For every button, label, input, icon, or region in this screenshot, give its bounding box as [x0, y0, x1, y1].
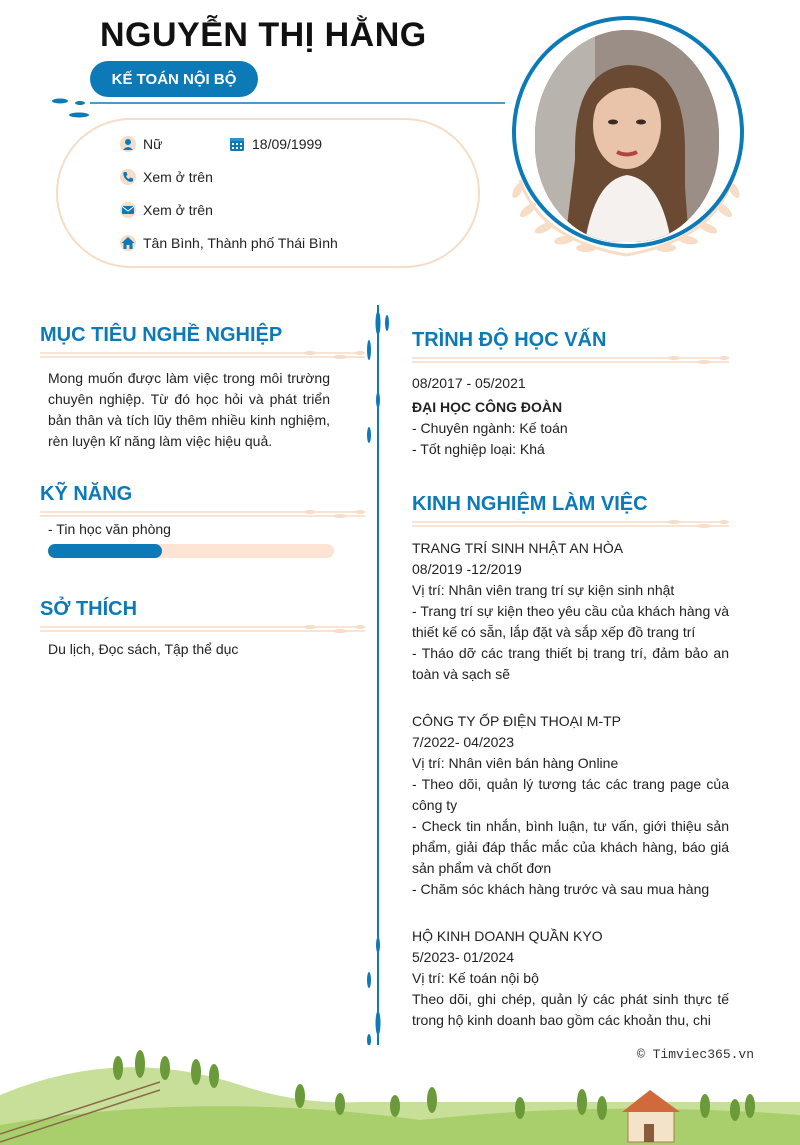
footer-credit: © Timviec365.vn: [637, 1047, 755, 1062]
birthday-value: 18/09/1999: [252, 136, 323, 152]
experience-heading: KINH NGHIỆM LÀM VIỆC: [412, 493, 648, 515]
job-company: TRANG TRÍ SINH NHẬT AN HÒA: [412, 540, 624, 556]
education-line: - Chuyên ngành: Kế toán: [412, 420, 568, 436]
skills-heading: KỸ NĂNG: [40, 483, 133, 505]
job-line: - Check tin nhắn, bình luận, tư vấn, giới thiệu sản phẩm, giải đáp thắc mắc của khách hàng, báo giá sản phẩm và chốt đơn: [412, 818, 729, 876]
job-line: - Theo dõi, quản lý tương tác các trang page của công ty: [412, 776, 729, 813]
hobbies-underline: [40, 624, 365, 636]
email-value: Xem ở trên: [143, 202, 213, 218]
education-line: - Tốt nghiệp loại: Khá: [412, 441, 545, 457]
hobbies-heading: SỞ THÍCH: [40, 598, 138, 620]
job-company: CÔNG TY ỐP ĐIỆN THOẠI M-TP: [412, 713, 621, 729]
education-school: ĐẠI HỌC CÔNG ĐOÀN: [412, 399, 563, 415]
job-line: Vị trí: Nhân viên trang trí sự kiện sinh nhật: [412, 582, 675, 598]
job-line: Vị trí: Nhân viên bán hàng Online: [412, 755, 619, 771]
education-heading: TRÌNH ĐỘ HỌC VẤN: [412, 329, 607, 351]
person-icon: [120, 136, 136, 152]
phone-value: Xem ở trên: [143, 169, 213, 185]
hobbies-text: Du lịch, Đọc sách, Tập thể dục: [48, 641, 239, 657]
address-value: Tân Bình, Thành phố Thái Bình: [143, 235, 338, 251]
email-row: [120, 202, 213, 218]
portrait-illustration: [535, 30, 719, 242]
skill-progress-fill: [48, 544, 162, 558]
job-title-badge: KẾ TOÁN NỘI BỘ: [90, 61, 258, 97]
objective-underline: [40, 350, 365, 362]
skill-label: - Tin học văn phòng: [48, 521, 171, 537]
job-line: - Trang trí sự kiện theo yêu cầu của khách hàng và thiết kế có sẵn, lắp đặt và sắp xếp đồ trang trí: [412, 603, 729, 640]
education-period: 08/2017 - 05/2021: [412, 375, 526, 391]
job-entry: [412, 711, 729, 900]
skill-progress-bar: [48, 544, 334, 558]
education-underline: [412, 355, 729, 367]
birthday-row: [229, 136, 322, 152]
job-line: - Chăm sóc khách hàng trước và sau mua hàng: [412, 881, 710, 897]
objective-heading: MỤC TIÊU NGHỀ NGHIỆP: [40, 324, 283, 346]
email-icon: [120, 202, 136, 218]
center-timeline: [366, 305, 390, 1045]
education-block: [412, 373, 729, 460]
header-divider: [50, 98, 505, 108]
objective-text: Mong muốn được làm việc trong môi trường chuyên nghiệp. Từ đó học hỏi và phát triển bản thân và tích lũy thêm nhiều kinh nghiệm, rèn luyện kĩ năng làm việc hiệu quả.: [48, 370, 330, 449]
job-period: 5/2023- 01/2024: [412, 949, 514, 965]
header-divider-dot: [68, 112, 90, 118]
job-period: 7/2022- 04/2023: [412, 734, 514, 750]
gender-row: [120, 136, 162, 152]
job-line: Vị trí: Kế toán nội bộ: [412, 970, 539, 986]
job-line: Theo dõi, ghi chép, quản lý các phát sinh thực tế trong hộ kinh doanh bao gồm các khoản thu, chi: [412, 991, 729, 1028]
gender-value: Nữ: [143, 136, 163, 152]
job-line: - Tháo dỡ các trang thiết bị trang trí, đảm bảo an toàn và sạch sẽ: [412, 645, 729, 682]
profile-photo-frame: [500, 10, 752, 262]
phone-icon: [120, 169, 136, 185]
job-entry: [412, 926, 729, 1031]
phone-row: [120, 169, 213, 185]
profile-photo: [535, 30, 719, 242]
job-company: HỘ KINH DOANH QUẦN KYO: [412, 928, 603, 944]
home-icon: [120, 235, 136, 251]
address-row: [120, 235, 338, 251]
candidate-name: NGUYỄN THỊ HẰNG: [100, 16, 427, 54]
job-entry: [412, 538, 729, 685]
experience-underline: [412, 519, 729, 531]
skills-underline: [40, 509, 365, 521]
calendar-icon: [229, 136, 245, 152]
job-period: 08/2019 -12/2019: [412, 561, 522, 577]
